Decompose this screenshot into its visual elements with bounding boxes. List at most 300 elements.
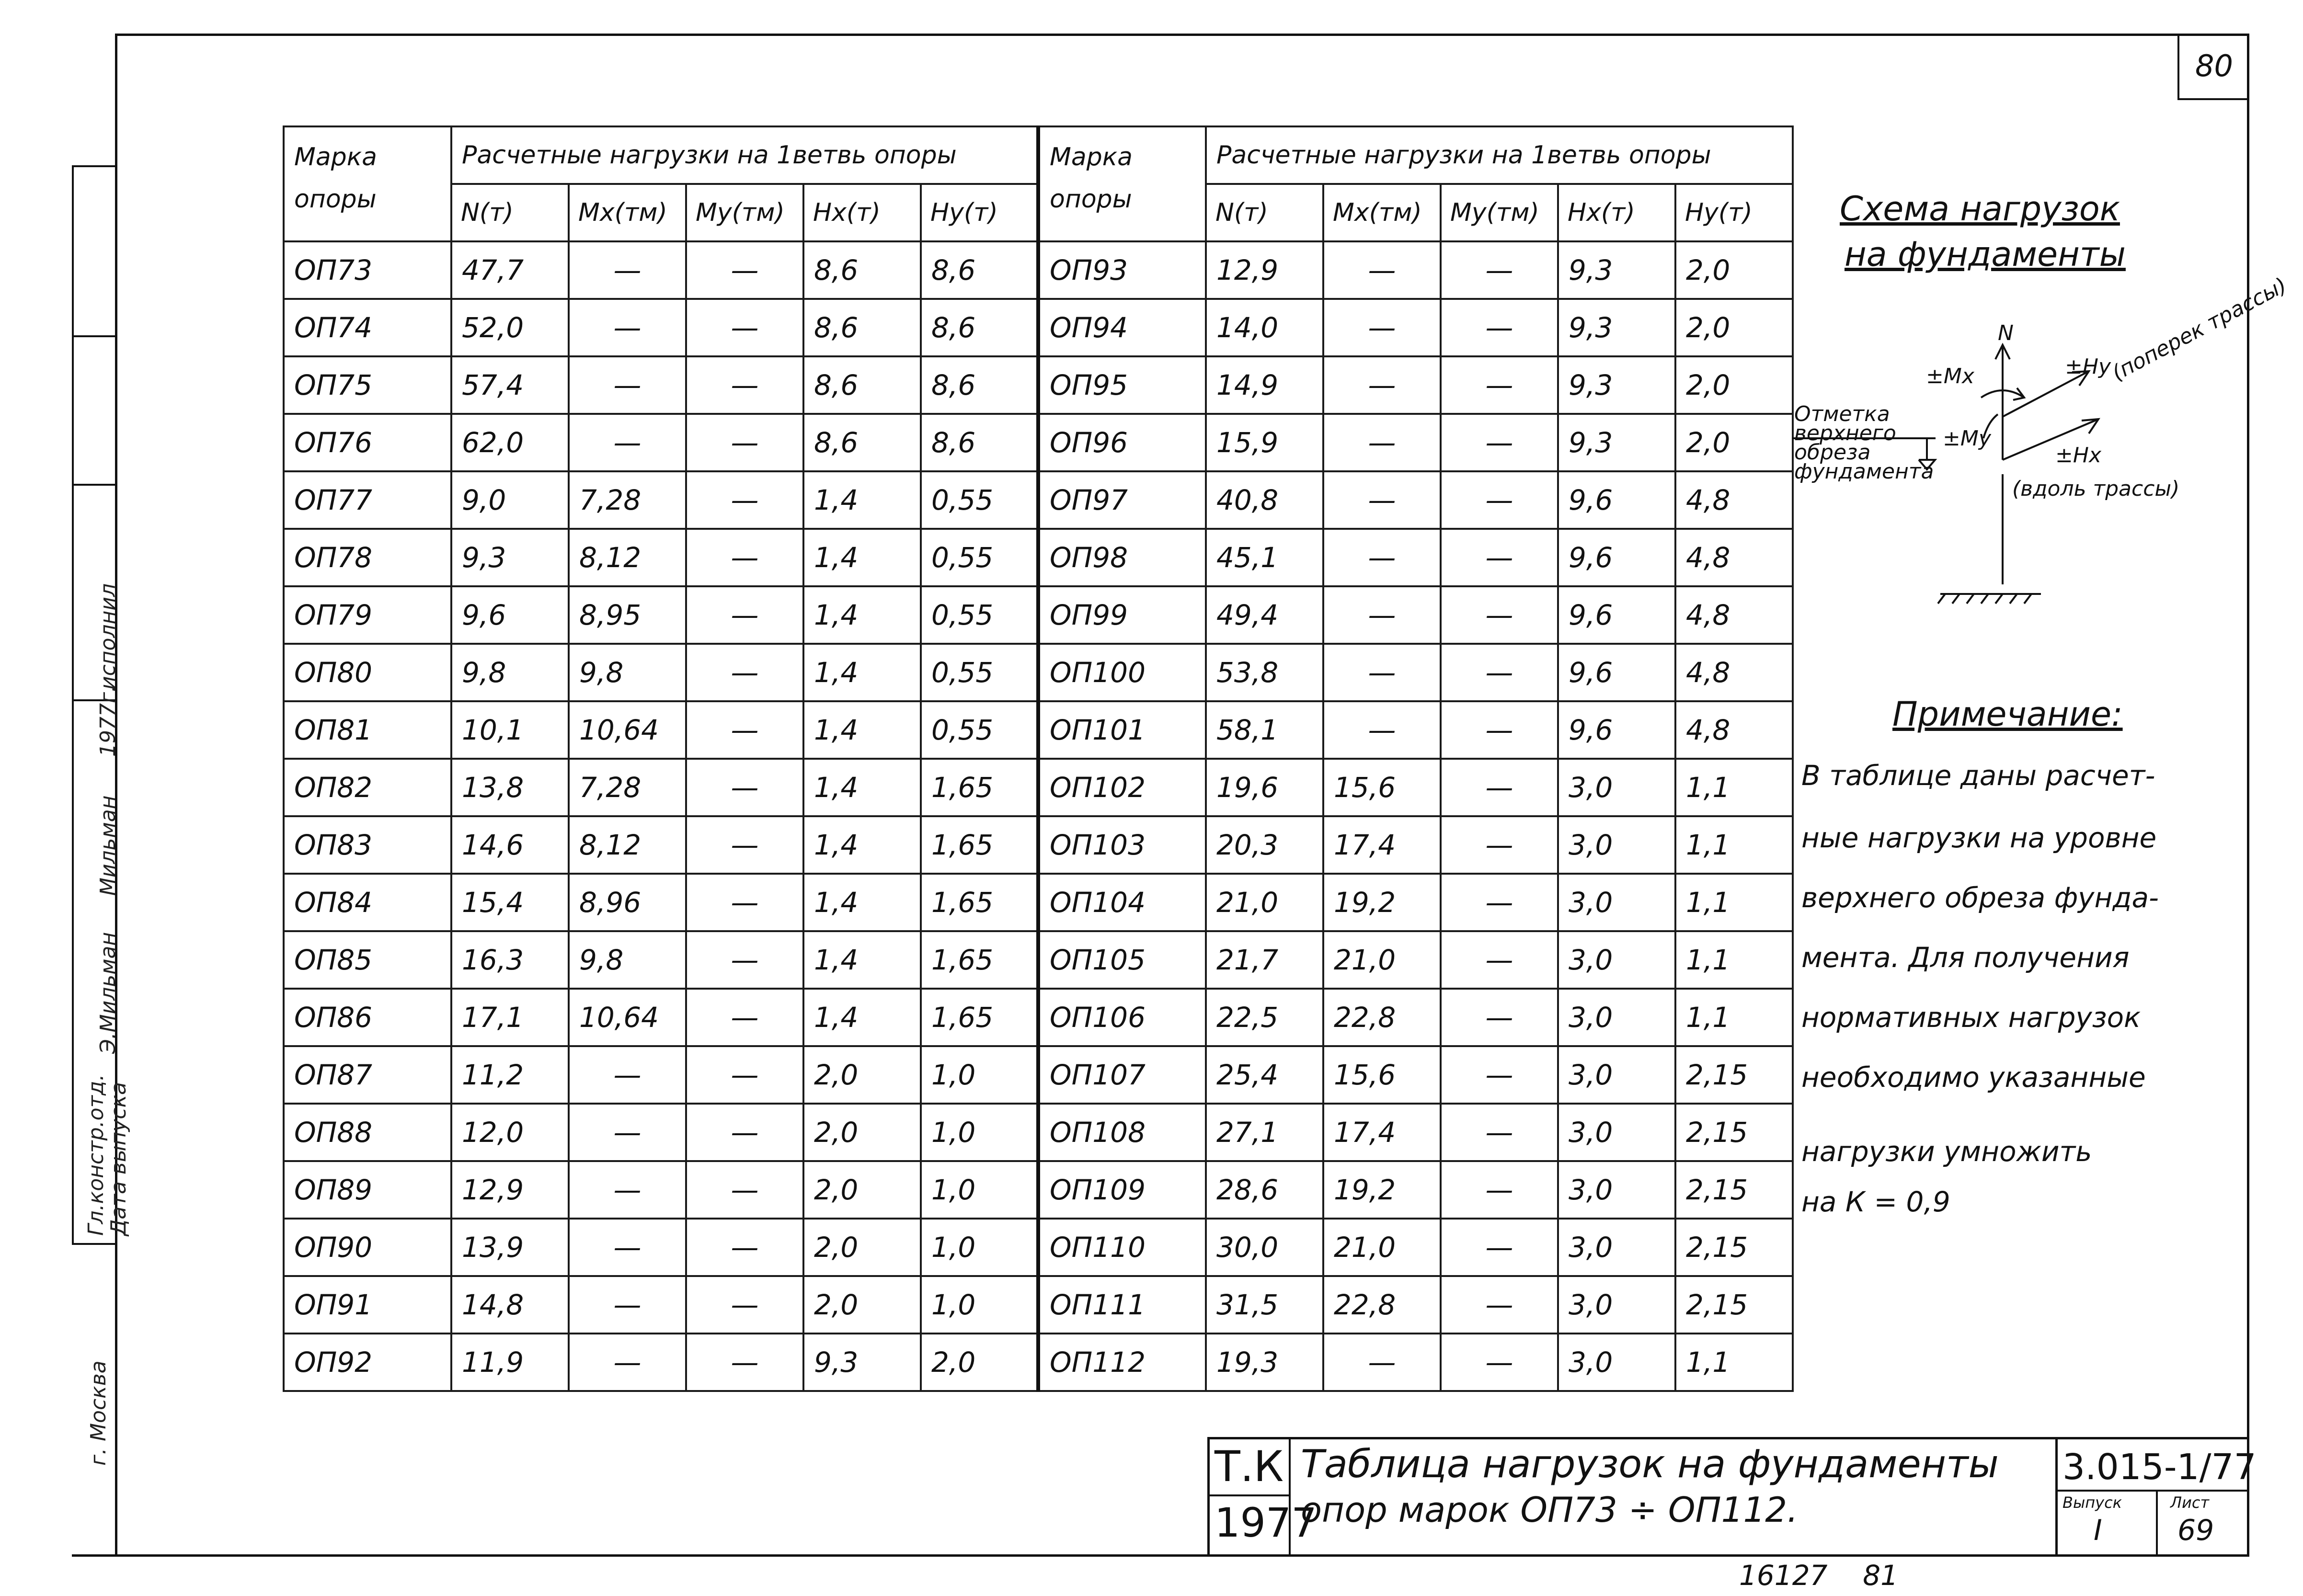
page-number: 80	[2177, 34, 2249, 100]
cell-my: —	[1441, 356, 1558, 414]
cell-mark: ОП88	[284, 1104, 451, 1161]
cell-mark: ОП92	[284, 1334, 451, 1391]
table-row	[284, 1219, 1793, 1276]
label-my: ±My	[1943, 426, 1991, 451]
cell-mark: ОП78	[284, 529, 451, 586]
scheme-title: Схема нагрузок	[1840, 189, 2120, 228]
table-row	[284, 1161, 1793, 1219]
mark-column-header: Марка опоры	[1038, 126, 1206, 241]
cell-hx: 1,4	[803, 529, 921, 586]
cell-mx: —	[569, 1276, 686, 1334]
note-line: нагрузки умножить	[1801, 1135, 2092, 1168]
cell-n: 31,5	[1206, 1276, 1323, 1334]
table-row	[284, 989, 1793, 1046]
cell-my: —	[1441, 241, 1558, 299]
cell-hy: 2,0	[921, 1334, 1038, 1391]
cell-hy: 2,15	[1675, 1046, 1793, 1104]
cell-n: 9,6	[451, 586, 569, 644]
margin-year: 1977г.	[96, 685, 120, 757]
ground-hatch	[1981, 594, 1988, 604]
sheet-label: Лист	[2170, 1493, 2210, 1512]
cell-mx: —	[569, 1104, 686, 1161]
cell-mx: 9,8	[569, 644, 686, 701]
cell-n: 12,9	[1206, 241, 1323, 299]
col-header-hy: Hy(т)	[1675, 184, 1793, 241]
cell-mx: 15,6	[1323, 1046, 1441, 1104]
cell-mx: 8,12	[569, 816, 686, 874]
cell-hx: 3,0	[1558, 874, 1675, 931]
cell-n: 19,6	[1206, 759, 1323, 816]
cell-my: —	[686, 759, 803, 816]
cell-mx: 17,4	[1323, 816, 1441, 874]
cell-hy: 2,15	[1675, 1219, 1793, 1276]
cell-hx: 3,0	[1558, 1219, 1675, 1276]
cell-mx: —	[569, 299, 686, 356]
cell-hx: 9,6	[1558, 586, 1675, 644]
note-line: верхнего обреза фунда-	[1801, 881, 2159, 914]
cell-hx: 9,3	[1558, 299, 1675, 356]
cell-hx: 1,4	[803, 701, 921, 759]
cell-mark: ОП102	[1038, 759, 1206, 816]
level-label-line: верхнего	[1794, 421, 1896, 445]
cell-hy: 1,1	[1675, 759, 1793, 816]
cell-mark: ОП80	[284, 644, 451, 701]
label-hy-description: (поперек трассы)	[2108, 273, 2291, 386]
cell-mark: ОП97	[1038, 471, 1206, 529]
margin-position: Гл.констр.отд.	[84, 1074, 108, 1236]
org-year: 1977	[1215, 1499, 1317, 1546]
cell-n: 62,0	[451, 414, 569, 471]
cell-my: —	[686, 1161, 803, 1219]
title-block-top	[1207, 1437, 2249, 1439]
cell-hx: 2,0	[803, 1276, 921, 1334]
cell-my: —	[686, 1219, 803, 1276]
cell-hy: 2,0	[1675, 241, 1793, 299]
table-row	[284, 1276, 1793, 1334]
cell-hy: 1,0	[921, 1276, 1038, 1334]
cell-hy: 0,55	[921, 471, 1038, 529]
margin-engineer: Мильман	[96, 795, 120, 896]
cell-mark: ОП110	[1038, 1219, 1206, 1276]
cell-mx: —	[1323, 241, 1441, 299]
cell-hx: 3,0	[1558, 1104, 1675, 1161]
cell-mark: ОП82	[284, 759, 451, 816]
cell-hy: 0,55	[921, 529, 1038, 586]
cell-n: 40,8	[1206, 471, 1323, 529]
cell-mark: ОП93	[1038, 241, 1206, 299]
cell-hx: 3,0	[1558, 1161, 1675, 1219]
scheme-subtitle: на фундаменты	[1845, 235, 2126, 274]
table-row	[284, 529, 1793, 586]
label-n: N	[1998, 321, 2014, 345]
col-header-mx: Mx(тм)	[1323, 184, 1441, 241]
cell-mx: —	[1323, 586, 1441, 644]
cell-mark: ОП103	[1038, 816, 1206, 874]
table-row	[284, 414, 1793, 471]
cell-n: 25,4	[1206, 1046, 1323, 1104]
ground-hatch	[2010, 594, 2017, 604]
document-code: 3.015-1/77	[2062, 1447, 2257, 1488]
cell-mark: ОП86	[284, 989, 451, 1046]
cell-mark: ОП107	[1038, 1046, 1206, 1104]
cell-hy: 4,8	[1675, 701, 1793, 759]
cell-hy: 1,1	[1675, 874, 1793, 931]
cell-hy: 1,65	[921, 931, 1038, 989]
cell-n: 57,4	[451, 356, 569, 414]
frame-right-border	[2247, 34, 2249, 1557]
cell-hy: 0,55	[921, 701, 1038, 759]
cell-hy: 1,65	[921, 874, 1038, 931]
cell-n: 13,9	[451, 1219, 569, 1276]
margin-divider	[72, 335, 115, 337]
cell-my: —	[686, 414, 803, 471]
table-header-row	[284, 126, 1793, 184]
cell-hx: 9,3	[1558, 414, 1675, 471]
col-header-hx: Hx(т)	[1558, 184, 1675, 241]
cell-mx: —	[1323, 529, 1441, 586]
cell-mark: ОП77	[284, 471, 451, 529]
cell-my: —	[686, 1104, 803, 1161]
cell-mx: 19,2	[1323, 1161, 1441, 1219]
cell-hy: 1,1	[1675, 931, 1793, 989]
force-hx-arrowhead	[2082, 419, 2098, 433]
executor-label: исполнил	[96, 583, 120, 690]
cell-my: —	[1441, 1104, 1558, 1161]
cell-mx: —	[569, 356, 686, 414]
cell-hy: 1,65	[921, 989, 1038, 1046]
cell-mx: 22,8	[1323, 1276, 1441, 1334]
cell-mark: ОП100	[1038, 644, 1206, 701]
cell-hy: 2,15	[1675, 1161, 1793, 1219]
cell-mx: 21,0	[1323, 931, 1441, 989]
cell-hx: 3,0	[1558, 989, 1675, 1046]
cell-hx: 3,0	[1558, 816, 1675, 874]
col-header-mx: Mx(тм)	[569, 184, 686, 241]
cell-my: —	[1441, 586, 1558, 644]
cell-mark: ОП105	[1038, 931, 1206, 989]
cell-hy: 1,65	[921, 759, 1038, 816]
margin-divider	[72, 165, 115, 167]
cell-mark: ОП109	[1038, 1161, 1206, 1219]
cell-hy: 1,1	[1675, 989, 1793, 1046]
cell-hx: 1,4	[803, 586, 921, 644]
cell-my: —	[1441, 816, 1558, 874]
ground-hatch	[1995, 594, 2003, 604]
cell-my: —	[686, 816, 803, 874]
cell-n: 15,4	[451, 874, 569, 931]
cell-n: 14,9	[1206, 356, 1323, 414]
cell-n: 49,4	[1206, 586, 1323, 644]
margin-divider	[72, 1243, 115, 1245]
cell-hx: 3,0	[1558, 1276, 1675, 1334]
label-foundation-level	[1794, 402, 1934, 484]
cell-hx: 3,0	[1558, 1046, 1675, 1104]
cell-hy: 8,6	[921, 356, 1038, 414]
cell-mx: —	[1323, 701, 1441, 759]
cell-mx: —	[569, 1161, 686, 1219]
cell-mx: 21,0	[1323, 1219, 1441, 1276]
cell-mx: —	[1323, 1334, 1441, 1391]
cell-my: —	[686, 989, 803, 1046]
cell-n: 9,0	[451, 471, 569, 529]
cell-hy: 2,0	[1675, 356, 1793, 414]
cell-hx: 2,0	[803, 1046, 921, 1104]
cell-my: —	[1441, 529, 1558, 586]
cell-hy: 2,15	[1675, 1104, 1793, 1161]
level-label-line: Отметка	[1794, 402, 1890, 426]
label-hx: ±Hx	[2055, 443, 2101, 467]
cell-n: 17,1	[451, 989, 569, 1046]
cell-n: 13,8	[451, 759, 569, 816]
level-label-line: обреза	[1794, 440, 1871, 465]
cell-hy: 1,1	[1675, 1334, 1793, 1391]
margin-city: г. Москва	[86, 1360, 111, 1466]
frame-top-border	[115, 34, 2247, 36]
cell-mx: 7,28	[569, 471, 686, 529]
cell-n: 30,0	[1206, 1219, 1323, 1276]
cell-hy: 1,0	[921, 1104, 1038, 1161]
cell-hy: 1,0	[921, 1219, 1038, 1276]
cell-n: 21,0	[1206, 874, 1323, 931]
cell-hy: 0,55	[921, 586, 1038, 644]
table-row	[284, 299, 1793, 356]
cell-hy: 4,8	[1675, 644, 1793, 701]
cell-hx: 2,0	[803, 1219, 921, 1276]
margin-signature: Э.Мильман	[96, 932, 120, 1054]
cell-mark: ОП101	[1038, 701, 1206, 759]
cell-n: 58,1	[1206, 701, 1323, 759]
cell-n: 20,3	[1206, 816, 1323, 874]
cell-hy: 2,0	[1675, 299, 1793, 356]
margin-release-date: Дата выпуска	[106, 1082, 131, 1236]
cell-mx: 17,4	[1323, 1104, 1441, 1161]
cell-n: 9,3	[451, 529, 569, 586]
cell-hy: 4,8	[1675, 586, 1793, 644]
title-block-divider	[2055, 1490, 2247, 1492]
cell-mx: 10,64	[569, 701, 686, 759]
cell-mx: —	[569, 1046, 686, 1104]
cell-mark: ОП81	[284, 701, 451, 759]
cell-n: 16,3	[451, 931, 569, 989]
cell-mark: ОП73	[284, 241, 451, 299]
cell-mark: ОП90	[284, 1219, 451, 1276]
loads-group-header: Расчетные нагрузки на 1ветвь опоры	[1206, 126, 1793, 184]
cell-n: 22,5	[1206, 989, 1323, 1046]
table-row	[284, 356, 1793, 414]
col-header-hx: Hx(т)	[803, 184, 921, 241]
cell-hy: 8,6	[921, 414, 1038, 471]
cell-mark: ОП108	[1038, 1104, 1206, 1161]
cell-mx: 7,28	[569, 759, 686, 816]
archive-numbers: 16127 81	[1739, 1559, 1899, 1592]
table-row	[284, 816, 1793, 874]
col-header-n: N(т)	[451, 184, 569, 241]
cell-hy: 2,15	[1675, 1276, 1793, 1334]
cell-hx: 8,6	[803, 241, 921, 299]
col-header-my: My(тм)	[686, 184, 803, 241]
cell-hx: 9,6	[1558, 471, 1675, 529]
cell-my: —	[1441, 1046, 1558, 1104]
note-line: необходимо указанные	[1801, 1061, 2146, 1094]
cell-hx: 8,6	[803, 414, 921, 471]
table-row	[284, 1104, 1793, 1161]
label-mx: ±Mx	[1926, 364, 1974, 388]
cell-mx: —	[569, 1219, 686, 1276]
cell-my: —	[686, 874, 803, 931]
cell-n: 14,0	[1206, 299, 1323, 356]
cell-hy: 0,55	[921, 644, 1038, 701]
cell-mark: ОП111	[1038, 1276, 1206, 1334]
cell-hx: 1,4	[803, 989, 921, 1046]
cell-hy: 1,65	[921, 816, 1038, 874]
cell-n: 53,8	[1206, 644, 1323, 701]
cell-hx: 9,3	[1558, 356, 1675, 414]
cell-my: —	[1441, 1276, 1558, 1334]
cell-mark: ОП84	[284, 874, 451, 931]
cell-mark: ОП91	[284, 1276, 451, 1334]
cell-mx: 8,95	[569, 586, 686, 644]
cell-my: —	[686, 586, 803, 644]
table-row	[284, 471, 1793, 529]
table-row	[284, 931, 1793, 989]
cell-my: —	[686, 241, 803, 299]
cell-mx: 22,8	[1323, 989, 1441, 1046]
cell-hx: 2,0	[803, 1161, 921, 1219]
cell-mark: ОП98	[1038, 529, 1206, 586]
cell-mark: ОП79	[284, 586, 451, 644]
cell-hx: 3,0	[1558, 759, 1675, 816]
cell-hy: 2,0	[1675, 414, 1793, 471]
cell-n: 14,6	[451, 816, 569, 874]
cell-my: —	[1441, 1334, 1558, 1391]
cell-mx: —	[569, 1334, 686, 1391]
cell-my: —	[686, 1334, 803, 1391]
cell-my: —	[686, 931, 803, 989]
mark-column-header: Марка опоры	[284, 126, 451, 241]
cell-hx: 8,6	[803, 356, 921, 414]
cell-my: —	[686, 1046, 803, 1104]
cell-my: —	[1441, 299, 1558, 356]
cell-my: —	[1441, 701, 1558, 759]
cell-my: —	[1441, 471, 1558, 529]
cell-my: —	[1441, 874, 1558, 931]
table-row	[284, 241, 1793, 299]
cell-mx: —	[1323, 414, 1441, 471]
cell-hx: 1,4	[803, 759, 921, 816]
margin-strip-line	[72, 165, 74, 1243]
loads-group-header: Расчетные нагрузки на 1ветвь опоры	[451, 126, 1038, 184]
col-header-my: My(тм)	[1441, 184, 1558, 241]
table-row	[284, 586, 1793, 644]
col-header-hy: Hy(т)	[921, 184, 1038, 241]
drawing-title-line1: Таблица нагрузок на фундаменты	[1301, 1442, 1999, 1486]
note-line: ные нагрузки на уровне	[1801, 821, 2157, 854]
title-block-divider	[2055, 1437, 2058, 1554]
cell-mx: —	[569, 241, 686, 299]
title-block-divider	[1207, 1494, 1289, 1496]
cell-mx: 8,12	[569, 529, 686, 586]
title-block-divider	[2156, 1490, 2158, 1554]
ground-hatch	[2024, 594, 2031, 604]
cell-my: —	[1441, 644, 1558, 701]
cell-my: —	[686, 1276, 803, 1334]
cell-n: 21,7	[1206, 931, 1323, 989]
cell-hy: 8,6	[921, 241, 1038, 299]
table-row	[284, 701, 1793, 759]
cell-n: 45,1	[1206, 529, 1323, 586]
cell-my: —	[686, 356, 803, 414]
cell-hy: 8,6	[921, 299, 1038, 356]
cell-mx: —	[1323, 356, 1441, 414]
cell-hx: 8,6	[803, 299, 921, 356]
table-row	[284, 1334, 1793, 1391]
cell-n: 15,9	[1206, 414, 1323, 471]
cell-hx: 3,0	[1558, 1334, 1675, 1391]
cell-n: 11,9	[451, 1334, 569, 1391]
cell-hx: 1,4	[803, 471, 921, 529]
cell-hx: 1,4	[803, 931, 921, 989]
loads-table	[283, 125, 1794, 1392]
cell-mx: —	[1323, 471, 1441, 529]
cell-hy: 4,8	[1675, 529, 1793, 586]
issue-value: I	[2094, 1514, 2102, 1547]
cell-hy: 1,0	[921, 1161, 1038, 1219]
issue-label: Выпуск	[2062, 1493, 2122, 1512]
drawing-title-line2: опор марок ОП73 ÷ ОП112.	[1301, 1490, 1798, 1530]
note-line: В таблице даны расчет-	[1801, 759, 2155, 792]
cell-my: —	[686, 471, 803, 529]
cell-my: —	[686, 529, 803, 586]
cell-my: —	[686, 299, 803, 356]
ground-hatch	[1952, 594, 1959, 604]
cell-mark: ОП104	[1038, 874, 1206, 931]
cell-mark: ОП106	[1038, 989, 1206, 1046]
note-line: мента. Для получения	[1801, 941, 2130, 974]
table-row	[284, 644, 1793, 701]
cell-my: —	[1441, 1161, 1558, 1219]
cell-n: 12,0	[451, 1104, 569, 1161]
cell-mark: ОП95	[1038, 356, 1206, 414]
cell-mark: ОП94	[1038, 299, 1206, 356]
cell-my: —	[686, 644, 803, 701]
sheet-value: 69	[2177, 1514, 2214, 1547]
cell-hx: 3,0	[1558, 931, 1675, 989]
cell-mark: ОП96	[1038, 414, 1206, 471]
cell-hx: 9,3	[1558, 241, 1675, 299]
cell-mx: 9,8	[569, 931, 686, 989]
cell-mx: 15,6	[1323, 759, 1441, 816]
cell-mx: —	[1323, 299, 1441, 356]
cell-my: —	[1441, 989, 1558, 1046]
cell-mark: ОП74	[284, 299, 451, 356]
cell-hx: 9,3	[803, 1334, 921, 1391]
cell-mx: 19,2	[1323, 874, 1441, 931]
cell-my: —	[686, 701, 803, 759]
cell-n: 28,6	[1206, 1161, 1323, 1219]
table-row	[284, 874, 1793, 931]
cell-mark: ОП75	[284, 356, 451, 414]
cell-n: 52,0	[451, 299, 569, 356]
cell-n: 14,8	[451, 1276, 569, 1334]
cell-mx: —	[569, 414, 686, 471]
margin-divider	[72, 484, 115, 486]
note-line: на К = 0,9	[1801, 1186, 1950, 1218]
level-label-line: фундамента	[1794, 459, 1934, 484]
note-heading: Примечание:	[1892, 695, 2123, 734]
org-mark: Т.К	[1215, 1442, 1284, 1491]
cell-my: —	[1441, 759, 1558, 816]
col-header-n: N(т)	[1206, 184, 1323, 241]
